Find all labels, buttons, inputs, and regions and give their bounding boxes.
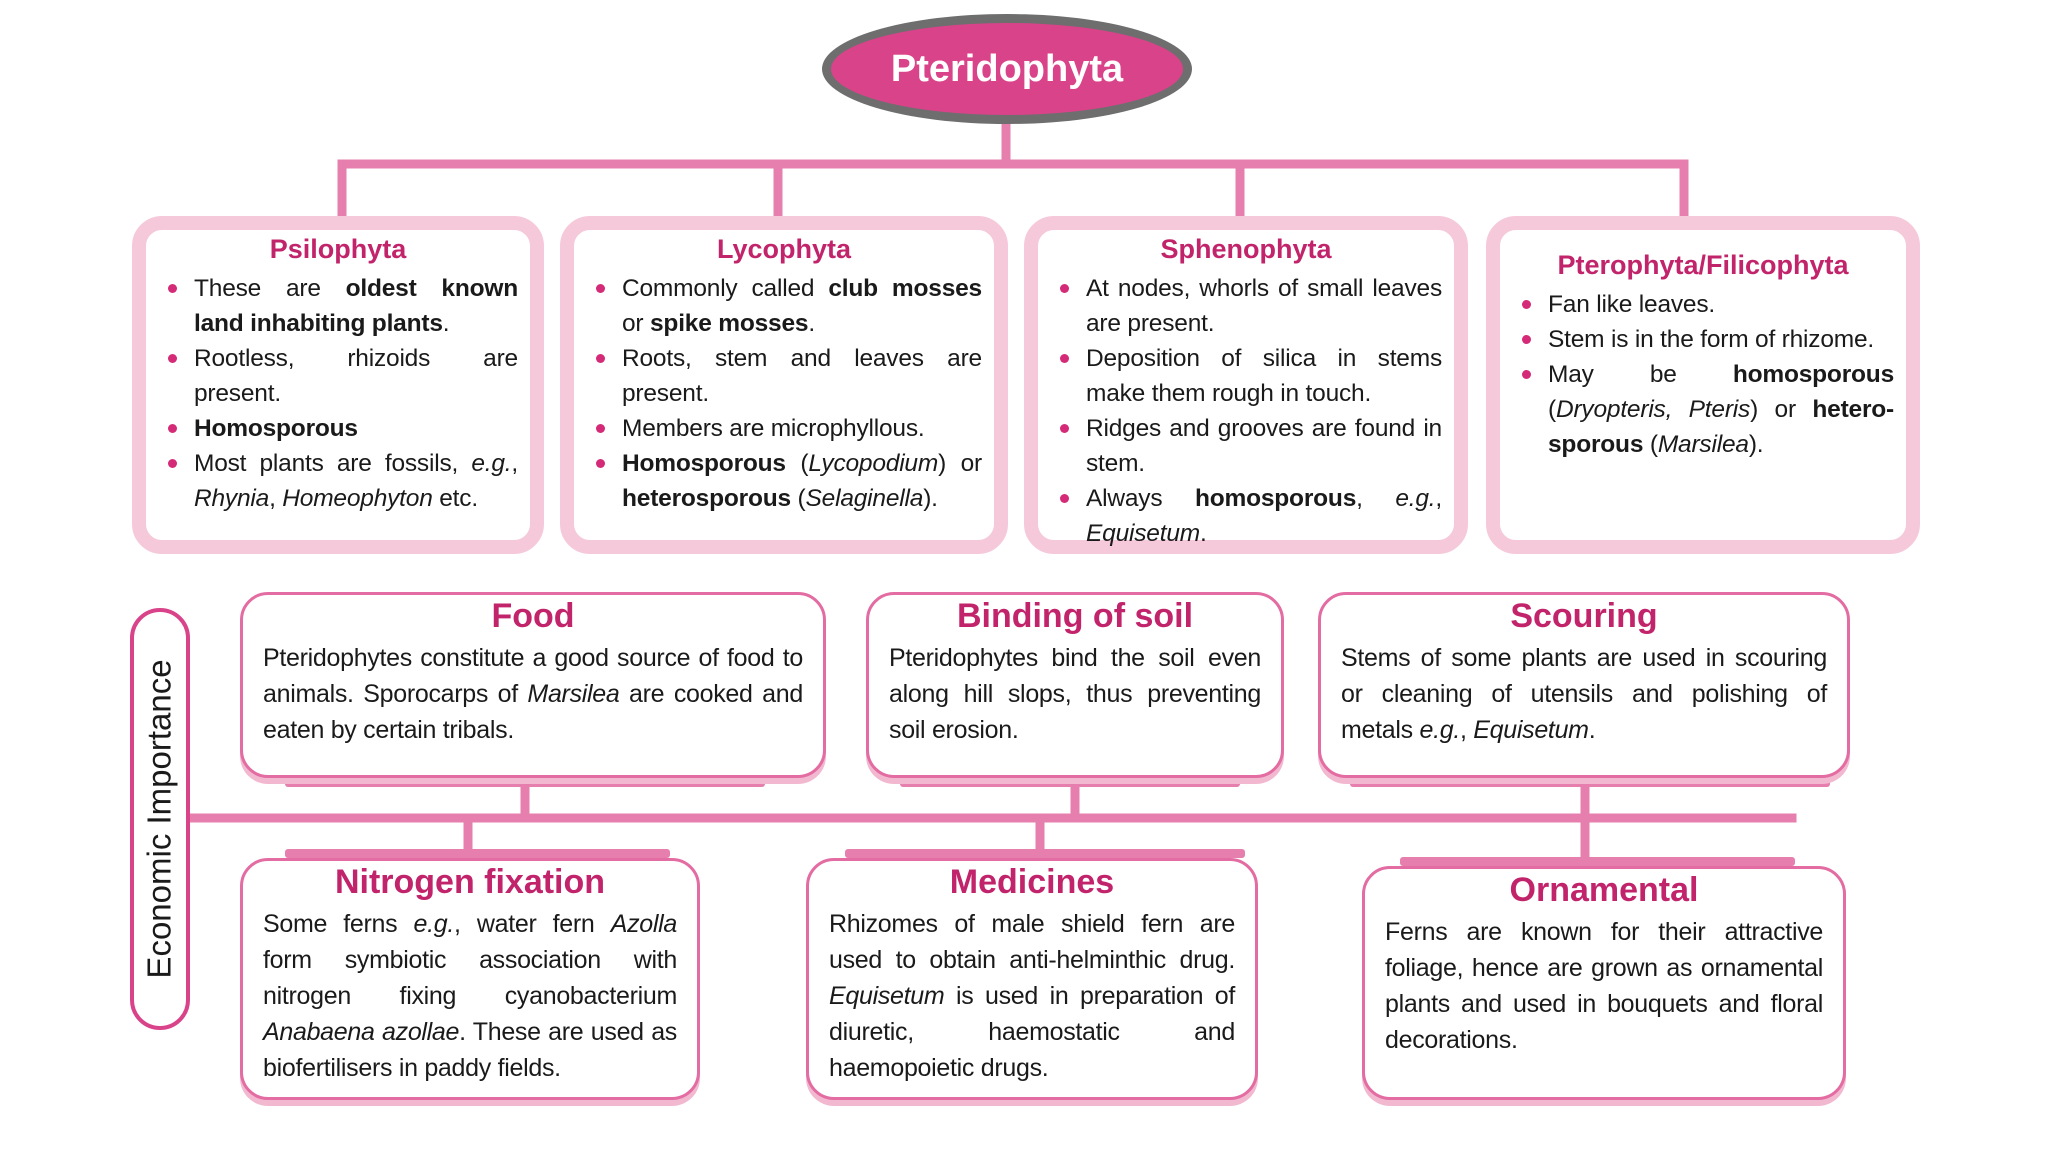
- text-run: is used in preparation of diuretic, haemostatic and haemopoietic drugs.: [829, 982, 1235, 1082]
- text-run: Some ferns: [263, 910, 414, 938]
- text-run: ,: [1356, 485, 1396, 512]
- italic-text: Homeophyton: [282, 485, 433, 512]
- text-run: ) or: [938, 450, 982, 477]
- text-run: Members are microphyllous.: [622, 415, 925, 442]
- italic-text: e.g.: [1419, 716, 1460, 744]
- text-run: Commonly called: [622, 275, 829, 302]
- root-node: [822, 14, 1192, 124]
- text-run: Stem is in the form of rhizome.: [1548, 326, 1875, 353]
- text-run: Rhizomes of male shield fern are used to obtain anti-helminthic drug.: [829, 910, 1235, 974]
- use-description: [1341, 640, 1827, 748]
- use-description: [263, 906, 677, 1086]
- class-title: Psilophyta: [269, 234, 407, 264]
- text-run: ).: [923, 485, 938, 512]
- text-run: Pteridophytes bind the soil even along hill slops, thus preventing soil erosion.: [889, 644, 1261, 744]
- text-run: (: [790, 485, 806, 512]
- class-points: [1512, 287, 1894, 462]
- italic-text: e.g.: [413, 910, 455, 938]
- italic-text: Azolla: [610, 910, 677, 938]
- use-description: [263, 640, 803, 748]
- use-title: Food: [491, 597, 575, 635]
- text-run: Deposition of silica in stems make them rough in touch.: [1086, 345, 1442, 407]
- text-run: etc.: [432, 485, 478, 512]
- bullet-point: [158, 341, 518, 411]
- bullet-point: [1050, 271, 1442, 341]
- use-title: Ornamental: [1509, 871, 1699, 909]
- italic-text: Equisetum: [829, 982, 945, 1010]
- class-card-pterophyta: [1486, 216, 1920, 554]
- italic-text: Equisetum: [1086, 520, 1200, 547]
- text-run: Stems of some plants are used in scouring or cleaning of utensils and polishing of metals: [1341, 644, 1827, 744]
- economic-importance-text: Economic Importance: [141, 659, 179, 979]
- italic-text: Lycopodium: [808, 450, 939, 477]
- text-run: ,: [269, 485, 283, 512]
- bullet-point: [1050, 341, 1442, 411]
- text-run: form symbiotic association with nitrogen fixing cyanobacterium: [263, 946, 677, 1010]
- bullet-point: [586, 271, 982, 341]
- text-run: Roots, stem and leaves are present.: [622, 345, 982, 407]
- bullet-point: [158, 411, 518, 446]
- italic-text: Selaginella: [805, 485, 924, 512]
- class-card-sphenophyta: [1024, 216, 1468, 554]
- class-card-lycophyta: [560, 216, 1008, 554]
- use-card-scouring: [1318, 592, 1850, 778]
- italic-text: Anabaena azollae: [263, 1018, 460, 1046]
- text-run: (: [1643, 431, 1658, 458]
- class-points: [1050, 271, 1442, 551]
- bold-text: heterosporous: [622, 485, 791, 512]
- italic-text: e.g.: [1395, 485, 1436, 512]
- bullet-point: [1512, 287, 1894, 322]
- bullet-point: [586, 446, 982, 516]
- bold-text: oldest known land inhabiting plants: [194, 275, 518, 337]
- text-run: At nodes, whorls of small leaves are present.: [1086, 275, 1442, 337]
- text-run: ,: [1435, 485, 1442, 512]
- use-card-nitrogen-fixation: [240, 858, 700, 1100]
- text-run: .: [808, 310, 815, 337]
- text-run: Always: [1086, 485, 1195, 512]
- text-run: Rootless, rhizoids are present.: [194, 345, 518, 407]
- text-run: (: [1548, 396, 1556, 423]
- class-title: Lycophyta: [716, 234, 852, 264]
- use-description: [829, 906, 1235, 1086]
- text-run: , water fern: [454, 910, 611, 938]
- use-title: Nitrogen fixation: [334, 863, 606, 901]
- use-card-medicines: [806, 858, 1258, 1100]
- class-card-psilophyta: [132, 216, 544, 554]
- bold-text: Homosporous: [194, 415, 358, 442]
- text-run: These are: [194, 275, 346, 302]
- italic-text: Marsilea: [527, 680, 620, 708]
- bold-text: Homosporous: [622, 450, 786, 477]
- bullet-point: [1512, 322, 1894, 357]
- bullet-point: [586, 341, 982, 411]
- use-card-food: [240, 592, 826, 778]
- text-run: Ridges and grooves are found in stem.: [1086, 415, 1442, 477]
- bullet-point: [1512, 357, 1894, 462]
- bullet-point: [1050, 411, 1442, 481]
- text-run: Ferns are known for their attractive foliage, hence are grown as ornamental plants and used in bouquets and floral decorations.: [1385, 918, 1823, 1054]
- class-points: [586, 271, 982, 516]
- use-description: [889, 640, 1261, 748]
- bold-text: spike mosses: [650, 310, 809, 337]
- bold-text: hetero-sporous: [1548, 396, 1895, 458]
- italic-text: Equisetum: [1473, 716, 1589, 744]
- use-description: [1385, 914, 1823, 1058]
- use-title: Binding of soil: [956, 597, 1194, 635]
- bullet-point: [158, 271, 518, 341]
- italic-text: e.g.: [471, 450, 512, 477]
- economic-importance-label: [130, 608, 190, 1030]
- text-run: ).: [1748, 431, 1764, 458]
- text-run: .: [1588, 716, 1596, 744]
- class-title: Pterophyta/Filicophyta: [1557, 250, 1849, 280]
- class-title: Sphenophyta: [1160, 234, 1332, 264]
- class-points: [158, 271, 518, 516]
- text-run: Most plants are fossils,: [194, 450, 472, 477]
- root-title: Pteridophyta: [890, 47, 1124, 90]
- text-run: ,: [511, 450, 518, 477]
- text-run: .: [442, 310, 450, 337]
- bullet-point: [1050, 481, 1442, 551]
- text-run: ,: [1459, 716, 1474, 744]
- bullet-point: [158, 446, 518, 516]
- text-run: May be: [1548, 361, 1733, 388]
- text-run: ) or: [1750, 396, 1813, 423]
- italic-text: Rhynia: [194, 485, 270, 512]
- bullet-point: [586, 411, 982, 446]
- use-title: Scouring: [1510, 597, 1658, 635]
- text-run: . These are used as biofertilisers in paddy fields.: [263, 1018, 677, 1082]
- text-run: (: [785, 450, 809, 477]
- text-run: or: [622, 310, 650, 337]
- bold-text: homosporous: [1732, 361, 1894, 388]
- text-run: Fan like leaves.: [1548, 291, 1716, 318]
- use-card-ornamental: [1362, 866, 1846, 1100]
- text-run: are cooked and eaten by certain tribals.: [263, 680, 803, 744]
- text-run: Pteridophytes constitute a good source of food to animals. Sporocarps of: [263, 644, 803, 708]
- use-title: Medicines: [949, 863, 1115, 901]
- bold-text: club mosses: [828, 275, 982, 302]
- italic-text: Dryopteris, Pteris: [1555, 396, 1751, 423]
- use-card-binding-of-soil: [866, 592, 1284, 778]
- bold-text: homosporous: [1194, 485, 1357, 512]
- text-run: .: [1199, 520, 1207, 547]
- italic-text: Marsilea: [1657, 431, 1749, 458]
